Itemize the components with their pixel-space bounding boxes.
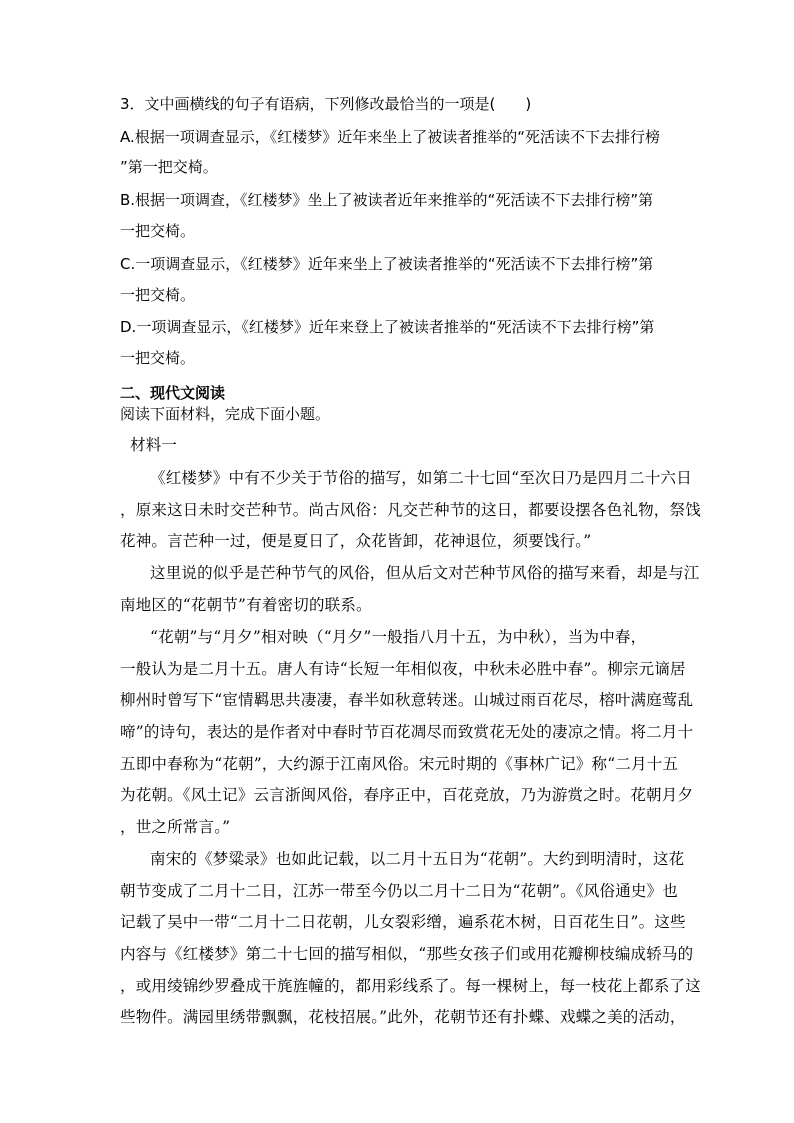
paragraph-3-line-1: “花朝”与“月夕”相对映（“月夕”一般指八月十五，为中秋），当为中春，	[150, 628, 647, 646]
paragraph-1-line-3: 花神。言芒种一过，便是夏日了，众花皆卸，花神退位，须要饯行。”	[120, 532, 592, 550]
option-b-line-2: 一把交椅。	[120, 222, 196, 240]
question-3-stem: 3．文中画横线的句子有语病，下列修改最恰当的一项是( )	[120, 95, 532, 113]
paragraph-3-line-7: ，世之所常言。”	[120, 818, 231, 836]
paragraph-2-line-2: 南地区的“花朝节”有着密切的联系。	[120, 596, 372, 614]
paragraph-1-line-2: ，原来这日未时交芒种节。尚古风俗：凡交芒种节的这日，都要设摆各色礼物，祭饯	[120, 501, 701, 519]
material-title: 材料一	[130, 436, 178, 454]
paragraph-3-line-5: 五即中春称为“花朝”，大约源于江南风俗。宋元时期的《事林广记》称“二月十五	[120, 755, 679, 773]
option-c-line-1: C.一项调查显示，《红楼梦》近年来坐上了被读者推举的“死活读不下去排行榜”第	[120, 255, 654, 273]
paragraph-3-line-6: 为花朝。《风土记》云言浙闽风俗，春序正中，百花竞放，乃为游赏之时。花朝月夕	[120, 786, 694, 804]
option-b-line-1: B.根据一项调查，《红楼梦》坐上了被读者近年来推举的“死活读不下去排行榜”第	[120, 191, 654, 209]
paragraph-1-line-1: 《红楼梦》中有不少关于节俗的描写，如第二十七回“至次日乃是四月二十六日	[150, 469, 692, 487]
paragraph-4-line-2: 朝节变成了二月十二日，江苏一带至今仍以二月十二日为“花朝”。《风俗通史》也	[120, 882, 679, 900]
paragraph-2-line-1: 这里说的似乎是芒种节气的风俗，但从后文对芒种节风俗的描写来看，却是与江	[150, 564, 700, 582]
paragraph-3-line-3: 柳州时曾写下“宦情羁思共凄凄，春半如秋意转迷。山城过雨百花尽，榕叶满庭莺乱	[120, 691, 694, 709]
paragraph-4-line-6: 些物件。满园里绣带飘飘，花枝招展。”此外，花朝节还有扑蝶、戏蝶之美的活动，	[120, 1008, 686, 1026]
section-instruction: 阅读下面材料，完成下面小题。	[120, 405, 331, 423]
option-c-line-2: 一把交椅。	[120, 286, 196, 304]
section-heading: 二、现代文阅读	[120, 384, 226, 402]
paragraph-3-line-4: 啼”的诗句，表达的是作者对中春时节百花凋尽而致赏花无处的凄凉之情。将二月十	[120, 723, 694, 741]
option-a-line-1: A.根据一项调查显示，《红楼梦》近年来坐上了被读者推举的“死活读不下去排行榜	[120, 128, 661, 146]
paragraph-4-line-3: 记载了吴中一带“二月十二日花朝，儿女裂彩缯，遍系花木树，日百花生日”。这些	[120, 913, 686, 931]
paragraph-4-line-5: ，或用绫锦纱罗叠成干旄旌幢的，都用彩线系了。每一棵树上，每一枝花上都系了这	[120, 977, 701, 995]
paragraph-4-line-4: 内容与《红楼梦》第二十七回的描写相似，“那些女孩子们或用花瓣柳枝编成轿马的	[120, 945, 694, 963]
option-d-line-2: 一把交椅。	[120, 349, 196, 367]
paragraph-3-line-2: 一般认为是二月十五。唐人有诗“长短一年相似夜，中秋未必胜中春”。柳宗元谪居	[120, 660, 686, 678]
option-d-line-1: D.一项调查显示，《红楼梦》近年来登上了被读者推举的“死活读不下去排行榜”第	[120, 318, 655, 336]
paragraph-4-line-1: 南宋的《梦粱录》也如此记载，以二月十五日为“花朝”。大约到明清时，这花	[150, 850, 685, 868]
option-a-line-2: ”第一把交椅。	[120, 158, 218, 176]
